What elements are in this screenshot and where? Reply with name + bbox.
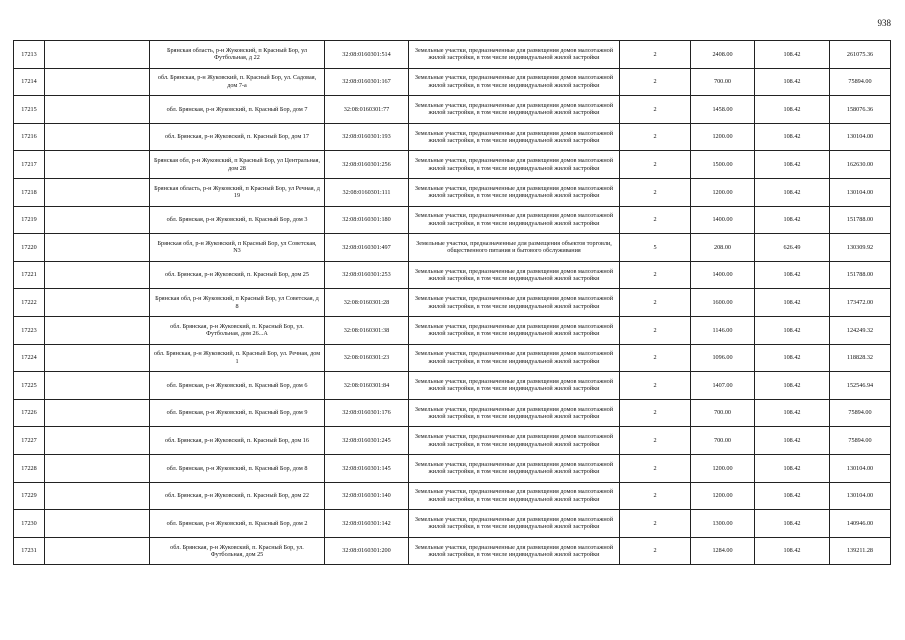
blank-cell bbox=[45, 344, 150, 372]
address-cell: обл. Брянская, р-н Жуковский, п. Красный Бор, дом 8 bbox=[150, 454, 325, 482]
land-use-cell: Земельные участки, предназначенные для размещения домов малоэтажной жилой застройки, в том числе индивидуальной жилой застройки bbox=[409, 68, 620, 96]
cadastral-number-cell: 32:08:0160301:514 bbox=[325, 41, 409, 69]
group-cell: 2 bbox=[620, 372, 691, 400]
table-row bbox=[14, 178, 891, 206]
blank-cell bbox=[45, 234, 150, 262]
address-cell: обл. Брянская, р-н Жуковский, п. Красный Бор, дом 9 bbox=[150, 399, 325, 427]
rate-cell: 108.42 bbox=[755, 316, 830, 344]
land-use-cell: Земельные участки, предназначенные для размещения домов малоэтажной жилой застройки, в том числе индивидуальной жилой застройки bbox=[409, 96, 620, 124]
table-row bbox=[14, 316, 891, 344]
group-cell: 2 bbox=[620, 399, 691, 427]
table-row bbox=[14, 261, 891, 289]
land-use-cell: Земельные участки, предназначенные для размещения домов малоэтажной жилой застройки, в том числе индивидуальной жилой застройки bbox=[409, 482, 620, 510]
area-cell: 1200.00 bbox=[691, 123, 755, 151]
blank-cell bbox=[45, 68, 150, 96]
row-number: 17218 bbox=[14, 178, 45, 206]
blank-cell bbox=[45, 454, 150, 482]
area-cell: 2408.00 bbox=[691, 41, 755, 69]
cadastral-number-cell: 32:08:0160301:180 bbox=[325, 206, 409, 234]
table-row bbox=[14, 482, 891, 510]
address-cell: обл. Брянская, р-н Жуковский, п. Красный Бор, дом 6 bbox=[150, 372, 325, 400]
rate-cell: 108.42 bbox=[755, 123, 830, 151]
area-cell: 1284.00 bbox=[691, 537, 755, 565]
area-cell: 1500.00 bbox=[691, 151, 755, 179]
area-cell: 1458.00 bbox=[691, 96, 755, 124]
address-cell: обл. Брянская, р-н Жуковский, п. Красный Бор, дом 16 bbox=[150, 427, 325, 455]
cadastral-value-cell: 75894.00 bbox=[830, 399, 891, 427]
group-cell: 2 bbox=[620, 151, 691, 179]
cadastral-value-cell: 75894.00 bbox=[830, 68, 891, 96]
blank-cell bbox=[45, 537, 150, 565]
area-cell: 1300.00 bbox=[691, 510, 755, 538]
table-row bbox=[14, 206, 891, 234]
rate-cell: 108.42 bbox=[755, 68, 830, 96]
address-cell: обл. Брянская, р-н Жуковский, п. Красный Бор, дом 25 bbox=[150, 261, 325, 289]
blank-cell bbox=[45, 96, 150, 124]
table-row bbox=[14, 68, 891, 96]
cadastral-number-cell: 32:08:0160301:193 bbox=[325, 123, 409, 151]
row-number: 17217 bbox=[14, 151, 45, 179]
registry-body bbox=[14, 41, 891, 565]
blank-cell bbox=[45, 399, 150, 427]
row-number: 17229 bbox=[14, 482, 45, 510]
group-cell: 2 bbox=[620, 510, 691, 538]
table-row bbox=[14, 123, 891, 151]
cadastral-value-cell: 130104.00 bbox=[830, 178, 891, 206]
table-row bbox=[14, 96, 891, 124]
area-cell: 700.00 bbox=[691, 427, 755, 455]
rate-cell: 626.49 bbox=[755, 234, 830, 262]
address-cell: обл. Брянская, р-н Жуковский, п. Красный Бор, ул. Садовая, дом 7-а bbox=[150, 68, 325, 96]
cadastral-number-cell: 32:08:0160301:167 bbox=[325, 68, 409, 96]
land-use-cell: Земельные участки, предназначенные для размещения домов малоэтажной жилой застройки, в том числе индивидуальной жилой застройки bbox=[409, 123, 620, 151]
land-use-cell: Земельные участки, предназначенные для размещения домов малоэтажной жилой застройки, в том числе индивидуальной жилой застройки bbox=[409, 537, 620, 565]
cadastral-value-cell: 139211.28 bbox=[830, 537, 891, 565]
cadastral-number-cell: 32:08:0160301:140 bbox=[325, 482, 409, 510]
area-cell: 1200.00 bbox=[691, 454, 755, 482]
rate-cell: 108.42 bbox=[755, 510, 830, 538]
land-use-cell: Земельные участки, предназначенные для размещения домов малоэтажной жилой застройки, в том числе индивидуальной жилой застройки bbox=[409, 454, 620, 482]
area-cell: 1096.00 bbox=[691, 344, 755, 372]
rate-cell: 108.42 bbox=[755, 537, 830, 565]
cadastral-value-cell: 151788.00 bbox=[830, 206, 891, 234]
area-cell: 700.00 bbox=[691, 68, 755, 96]
rate-cell: 108.42 bbox=[755, 482, 830, 510]
table-row bbox=[14, 537, 891, 565]
row-number: 17223 bbox=[14, 316, 45, 344]
cadastral-value-cell: 158076.36 bbox=[830, 96, 891, 124]
row-number: 17224 bbox=[14, 344, 45, 372]
address-cell: Брянская обл, р-н Жуковский, п Красный Бор, ул Советская, д 8 bbox=[150, 289, 325, 317]
land-use-cell: Земельные участки, предназначенные для размещения объектов торговли, общественного питания и бытового обслуживания bbox=[409, 234, 620, 262]
cadastral-number-cell: 32:08:0160301:84 bbox=[325, 372, 409, 400]
blank-cell bbox=[45, 316, 150, 344]
area-cell: 1600.00 bbox=[691, 289, 755, 317]
cadastral-value-cell: 151788.00 bbox=[830, 261, 891, 289]
rate-cell: 108.42 bbox=[755, 289, 830, 317]
address-cell: обл. Брянская, р-н Жуковский, п. Красный Бор, ул. Речная, дом 1 bbox=[150, 344, 325, 372]
blank-cell bbox=[45, 482, 150, 510]
address-cell: Брянская обл, р-н Жуковский, п Красный Бор, ул Советская, N3 bbox=[150, 234, 325, 262]
page-number: 938 bbox=[877, 18, 891, 28]
row-number: 17225 bbox=[14, 372, 45, 400]
group-cell: 2 bbox=[620, 316, 691, 344]
cadastral-value-cell: 118828.32 bbox=[830, 344, 891, 372]
address-cell: Брянская область, р-н Жуковский, п Красный Бор, ул Речная, д 19 bbox=[150, 178, 325, 206]
cadastral-value-cell: 130104.00 bbox=[830, 482, 891, 510]
cadastral-number-cell: 32:08:0160301:38 bbox=[325, 316, 409, 344]
row-number: 17214 bbox=[14, 68, 45, 96]
group-cell: 2 bbox=[620, 96, 691, 124]
blank-cell bbox=[45, 427, 150, 455]
row-number: 17221 bbox=[14, 261, 45, 289]
table-row bbox=[14, 289, 891, 317]
cadastral-value-cell: 173472.00 bbox=[830, 289, 891, 317]
group-cell: 2 bbox=[620, 178, 691, 206]
table-row bbox=[14, 151, 891, 179]
land-use-cell: Земельные участки, предназначенные для размещения домов малоэтажной жилой застройки, в том числе индивидуальной жилой застройки bbox=[409, 344, 620, 372]
cadastral-value-cell: 162630.00 bbox=[830, 151, 891, 179]
rate-cell: 108.42 bbox=[755, 261, 830, 289]
rate-cell: 108.42 bbox=[755, 399, 830, 427]
cadastral-value-cell: 75894.00 bbox=[830, 427, 891, 455]
group-cell: 2 bbox=[620, 427, 691, 455]
land-use-cell: Земельные участки, предназначенные для размещения домов малоэтажной жилой застройки, в том числе индивидуальной жилой застройки bbox=[409, 510, 620, 538]
blank-cell bbox=[45, 206, 150, 234]
cadastral-number-cell: 32:08:0160301:23 bbox=[325, 344, 409, 372]
land-use-cell: Земельные участки, предназначенные для размещения домов малоэтажной жилой застройки, в том числе индивидуальной жилой застройки bbox=[409, 206, 620, 234]
address-cell: обл. Брянская, р-н Жуковский, п. Красный Бор, дом 17 bbox=[150, 123, 325, 151]
cadastral-value-cell: 140946.00 bbox=[830, 510, 891, 538]
table-row bbox=[14, 41, 891, 69]
land-use-cell: Земельные участки, предназначенные для размещения домов малоэтажной жилой застройки, в том числе индивидуальной жилой застройки bbox=[409, 399, 620, 427]
blank-cell bbox=[45, 372, 150, 400]
group-cell: 2 bbox=[620, 344, 691, 372]
cadastral-value-cell: 152546.94 bbox=[830, 372, 891, 400]
cadastral-number-cell: 32:08:0160301:28 bbox=[325, 289, 409, 317]
table-row bbox=[14, 399, 891, 427]
cadastral-number-cell: 32:08:0160301:142 bbox=[325, 510, 409, 538]
cadastral-number-cell: 32:08:0160301:145 bbox=[325, 454, 409, 482]
blank-cell bbox=[45, 261, 150, 289]
cadastral-number-cell: 32:08:0160301:253 bbox=[325, 261, 409, 289]
group-cell: 2 bbox=[620, 123, 691, 151]
cadastral-value-cell: 130104.00 bbox=[830, 454, 891, 482]
area-cell: 1200.00 bbox=[691, 482, 755, 510]
row-number: 17226 bbox=[14, 399, 45, 427]
rate-cell: 108.42 bbox=[755, 427, 830, 455]
land-plot-registry-table bbox=[13, 40, 891, 565]
area-cell: 1400.00 bbox=[691, 261, 755, 289]
cadastral-number-cell: 32:08:0160301:200 bbox=[325, 537, 409, 565]
cadastral-value-cell: 261075.36 bbox=[830, 41, 891, 69]
area-cell: 1200.00 bbox=[691, 178, 755, 206]
row-number: 17213 bbox=[14, 41, 45, 69]
address-cell: Брянская обл, р-н Жуковский, п Красный Бор, ул Центральная, дом 28 bbox=[150, 151, 325, 179]
cadastral-value-cell: 130309.92 bbox=[830, 234, 891, 262]
row-number: 17231 bbox=[14, 537, 45, 565]
area-cell: 1146.00 bbox=[691, 316, 755, 344]
table-row bbox=[14, 372, 891, 400]
group-cell: 2 bbox=[620, 454, 691, 482]
cadastral-number-cell: 32:08:0160301:497 bbox=[325, 234, 409, 262]
blank-cell bbox=[45, 41, 150, 69]
cadastral-number-cell: 32:08:0160301:176 bbox=[325, 399, 409, 427]
land-use-cell: Земельные участки, предназначенные для размещения домов малоэтажной жилой застройки, в том числе индивидуальной жилой застройки bbox=[409, 316, 620, 344]
row-number: 17216 bbox=[14, 123, 45, 151]
row-number: 17215 bbox=[14, 96, 45, 124]
rate-cell: 108.42 bbox=[755, 96, 830, 124]
rate-cell: 108.42 bbox=[755, 41, 830, 69]
address-cell: обл. Брянская, р-н Жуковский, п. Красный Бор, дом 2 bbox=[150, 510, 325, 538]
cadastral-value-cell: 124249.32 bbox=[830, 316, 891, 344]
rate-cell: 108.42 bbox=[755, 206, 830, 234]
table-row bbox=[14, 427, 891, 455]
table-row bbox=[14, 344, 891, 372]
group-cell: 2 bbox=[620, 68, 691, 96]
group-cell: 2 bbox=[620, 261, 691, 289]
land-use-cell: Земельные участки, предназначенные для размещения домов малоэтажной жилой застройки, в том числе индивидуальной жилой застройки bbox=[409, 41, 620, 69]
land-use-cell: Земельные участки, предназначенные для размещения домов малоэтажной жилой застройки, в том числе индивидуальной жилой застройки bbox=[409, 372, 620, 400]
table-row bbox=[14, 510, 891, 538]
blank-cell bbox=[45, 510, 150, 538]
address-cell: обл. Брянская, р-н Жуковский, п. Красный Бор, дом 3 bbox=[150, 206, 325, 234]
blank-cell bbox=[45, 289, 150, 317]
area-cell: 208.00 bbox=[691, 234, 755, 262]
cadastral-number-cell: 32:08:0160301:245 bbox=[325, 427, 409, 455]
cadastral-number-cell: 32:08:0160301:77 bbox=[325, 96, 409, 124]
row-number: 17220 bbox=[14, 234, 45, 262]
group-cell: 2 bbox=[620, 537, 691, 565]
address-cell: Брянская область, р-н Жуковский, п Красный Бор, ул Футбольная, д 22 bbox=[150, 41, 325, 69]
cadastral-value-cell: 130104.00 bbox=[830, 123, 891, 151]
area-cell: 1400.00 bbox=[691, 206, 755, 234]
land-use-cell: Земельные участки, предназначенные для размещения домов малоэтажной жилой застройки, в том числе индивидуальной жилой застройки bbox=[409, 261, 620, 289]
rate-cell: 108.42 bbox=[755, 454, 830, 482]
row-number: 17230 bbox=[14, 510, 45, 538]
cadastral-number-cell: 32:08:0160301:256 bbox=[325, 151, 409, 179]
rate-cell: 108.42 bbox=[755, 372, 830, 400]
blank-cell bbox=[45, 123, 150, 151]
group-cell: 2 bbox=[620, 41, 691, 69]
group-cell: 5 bbox=[620, 234, 691, 262]
group-cell: 2 bbox=[620, 289, 691, 317]
table-row bbox=[14, 234, 891, 262]
address-cell: обл. Брянская, р-н Жуковский, п. Красный Бор, ул. Футбольная, дом 25 bbox=[150, 537, 325, 565]
address-cell: обл. Брянская, р-н Жуковский, п. Красный Бор, дом 22 bbox=[150, 482, 325, 510]
row-number: 17219 bbox=[14, 206, 45, 234]
land-use-cell: Земельные участки, предназначенные для размещения домов малоэтажной жилой застройки, в том числе индивидуальной жилой застройки bbox=[409, 289, 620, 317]
land-use-cell: Земельные участки, предназначенные для размещения домов малоэтажной жилой застройки, в том числе индивидуальной жилой застройки bbox=[409, 427, 620, 455]
area-cell: 1407.00 bbox=[691, 372, 755, 400]
address-cell: обл. Брянская, р-н Жуковский, п. Красный Бор, ул. Футбольная, дом 26...А bbox=[150, 316, 325, 344]
blank-cell bbox=[45, 178, 150, 206]
rate-cell: 108.42 bbox=[755, 151, 830, 179]
table-row bbox=[14, 454, 891, 482]
row-number: 17228 bbox=[14, 454, 45, 482]
row-number: 17227 bbox=[14, 427, 45, 455]
rate-cell: 108.42 bbox=[755, 178, 830, 206]
address-cell: обл. Брянская, р-н Жуковский, п. Красный Бор, дом 7 bbox=[150, 96, 325, 124]
blank-cell bbox=[45, 151, 150, 179]
group-cell: 2 bbox=[620, 206, 691, 234]
land-use-cell: Земельные участки, предназначенные для размещения домов малоэтажной жилой застройки, в том числе индивидуальной жилой застройки bbox=[409, 151, 620, 179]
cadastral-number-cell: 32:08:0160301:111 bbox=[325, 178, 409, 206]
land-use-cell: Земельные участки, предназначенные для размещения домов малоэтажной жилой застройки, в том числе индивидуальной жилой застройки bbox=[409, 178, 620, 206]
group-cell: 2 bbox=[620, 482, 691, 510]
rate-cell: 108.42 bbox=[755, 344, 830, 372]
area-cell: 700.00 bbox=[691, 399, 755, 427]
row-number: 17222 bbox=[14, 289, 45, 317]
